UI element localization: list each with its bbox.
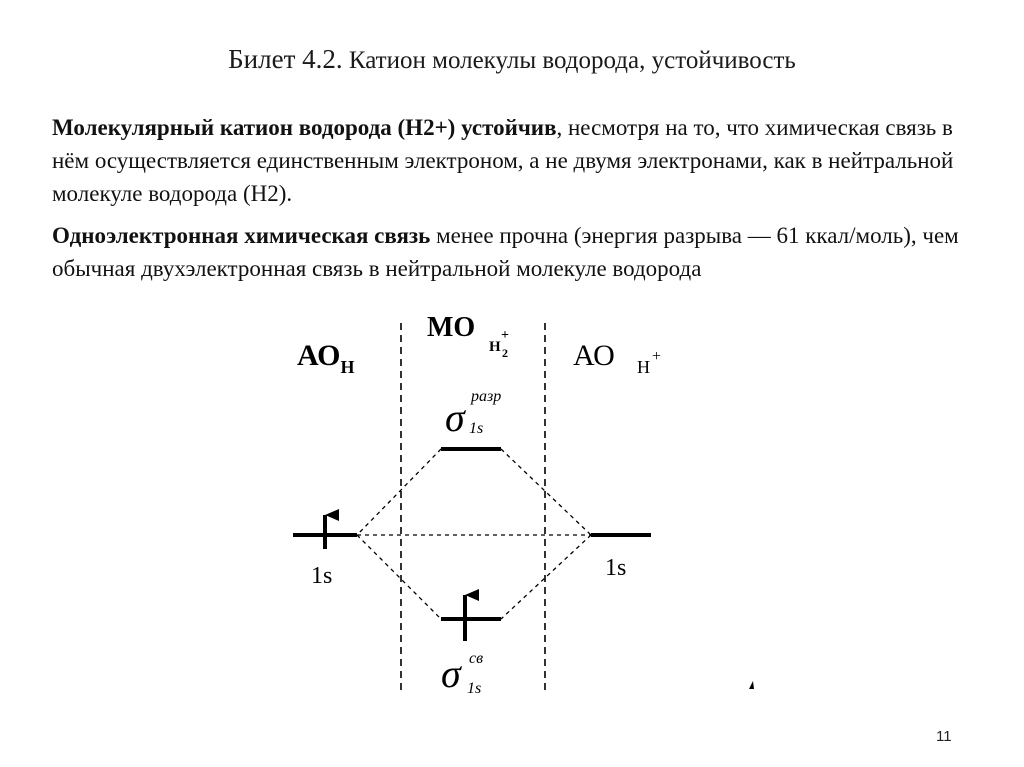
antibonding-subscript: 1s (469, 420, 484, 437)
mo-superscript-plus: + (501, 328, 509, 343)
bonding-sigma-symbol: σ (441, 651, 461, 696)
paragraph2-text: менее прочна (энергия разрыва — 61 ккал/моль), чем обычная двухэлектронная связь в нейтральной молекуле водорода (52, 223, 959, 281)
paragraph-h2-cation-stability (52, 111, 972, 210)
left-1s-label: 1s (311, 563, 333, 589)
title-ticket-number: Билет 4.2. (228, 44, 343, 74)
paragraph1-bold: Молекулярный катион водорода (Н2+) устойчив (52, 115, 557, 140)
antibonding-superscript: разр (471, 388, 502, 405)
ao-h-plus-label: АО (573, 339, 615, 372)
paragraph-one-electron-bond (52, 219, 972, 285)
paragraph1-text: , несмотря на то, что химическая связь в нём осуществляется единственным электроном, а не двумя электронами, как в нейтральной молекуле водорода (Н2). (52, 115, 954, 206)
mo-subscript-index: 2 (502, 346, 508, 360)
ao-h-plus-superscript: + (652, 348, 662, 365)
correlation-lines (357, 449, 591, 619)
antibonding-sigma-symbol: σ (445, 395, 465, 440)
bonding-superscript: св (469, 650, 484, 667)
ao-h-label: $АО_H$ (297, 339, 355, 377)
bonding-subscript: 1s (467, 680, 482, 697)
paragraph2-bold: Одноэлектронная химическая связь (52, 223, 431, 248)
mo-h2-plus-label: МО (427, 312, 476, 343)
mo-subscript-h: H (489, 339, 501, 355)
ao-h-plus-subscript: H (637, 357, 650, 377)
slide-title (0, 44, 1024, 75)
scan-artifact-mark (749, 681, 754, 689)
title-topic: Катион молекулы водорода, устойчивость (342, 47, 796, 74)
right-1s-label: 1s (605, 555, 627, 581)
mo-energy-diagram (255, 303, 775, 708)
page-number: 11 (936, 728, 952, 745)
